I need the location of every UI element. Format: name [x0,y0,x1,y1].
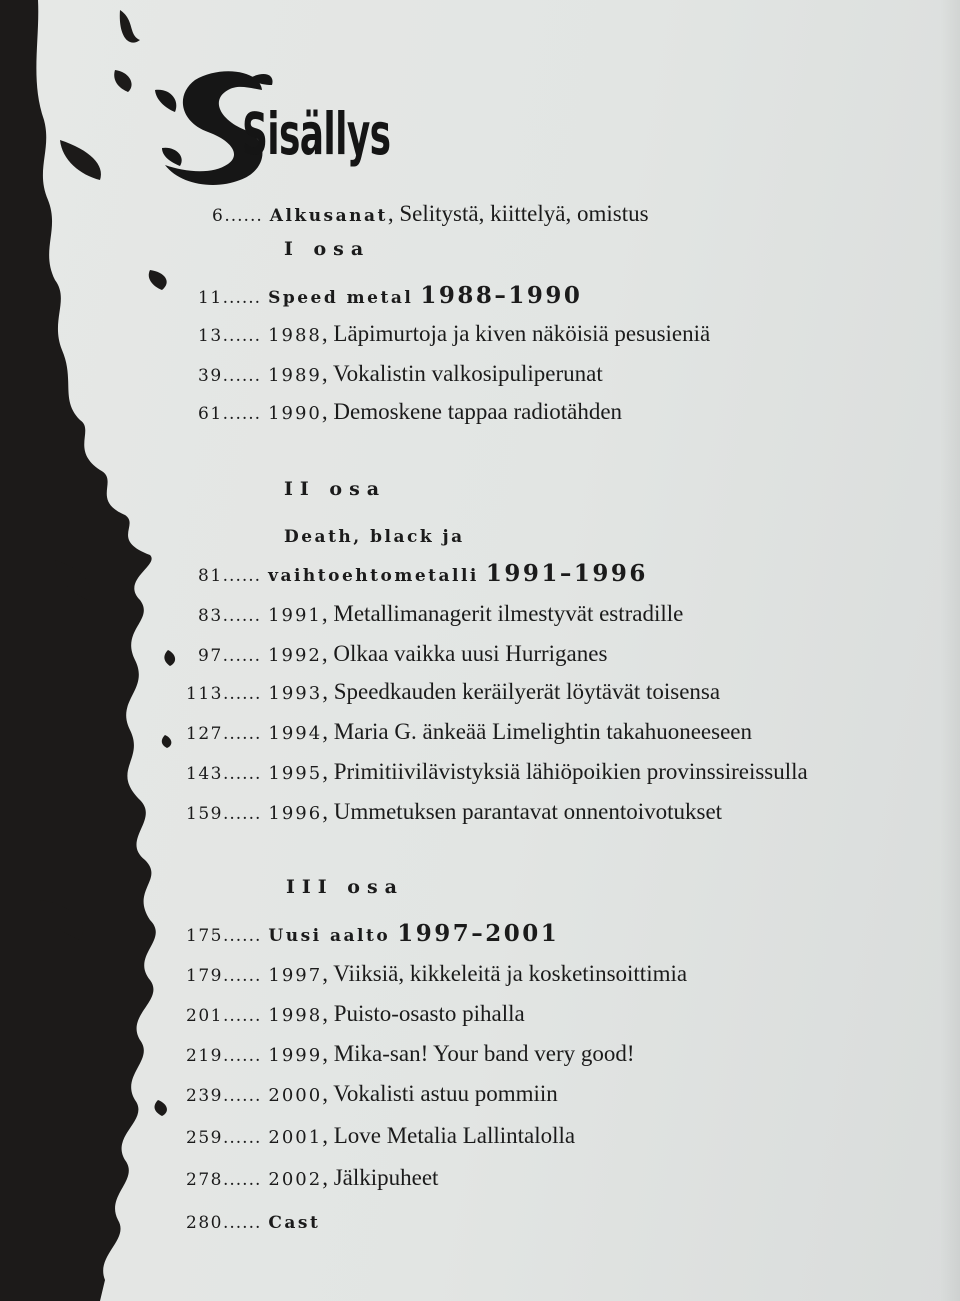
dot-leader: ...... [222,404,262,424]
toc-title: Sisällys [242,100,391,168]
toc-entry [186,1164,438,1194]
entry-title: , Selitystä, kiittelyä, omistus [387,201,649,226]
dot-leader: ...... [222,1086,262,1106]
page-number: 278 [186,1170,223,1190]
dot-leader: ...... [222,804,262,824]
toc-entry [186,1122,575,1152]
dot-leader: ...... [222,724,262,744]
entry-label: Alkusanat [269,206,388,226]
dot-leader: ...... [222,1046,262,1066]
toc-entry [186,960,687,990]
dot-leader: ...... [222,366,262,386]
section-label: Death, black ja [284,527,465,547]
page-number: 175 [186,926,223,946]
page-number: 6 [212,206,225,226]
entry-year: 2001 [268,1127,323,1148]
entry-title: , Viiksiä, kikkeleitä ja kosketinsoittimia [322,961,688,986]
toc-entry [186,1080,558,1110]
dot-leader: ...... [222,926,262,946]
dot-leader: ...... [222,684,262,704]
toc-entry [186,678,720,708]
entry-title: , Demoskene tappaa radiotähden [321,399,623,424]
entry-title: , Jälkipuheet [322,1165,439,1190]
entry-title: , Vokalistin valkosipuliperunat [321,361,603,386]
entry-year: 1993 [268,683,323,704]
entry-year: 2000 [268,1085,323,1106]
entry-title: , Olkaa vaikka uusi Hurriganes [321,641,608,666]
page-number: 83 [198,606,223,626]
entry-year: 2002 [268,1169,323,1190]
entry-year: 1992 [268,645,322,666]
toc-entry [186,1040,635,1070]
entry-title: , Speedkauden keräilyerät löytävät toisensa [322,679,721,704]
page-number: 259 [186,1128,223,1148]
dot-leader: ...... [222,764,262,784]
dot-leader: ...... [222,288,262,308]
page-number: 179 [186,966,223,986]
entry-title: , Metallimanagerit ilmestyvät estradille [321,601,684,626]
toc-entry-intro [212,200,649,230]
entry-title: , Primitiivilävistyksiä lähiöpoikien provinssireissulla [322,759,808,784]
page-number: 201 [186,1006,223,1026]
section-years: 1997–2001 [397,920,560,947]
page-number: 13 [198,326,223,346]
entry-year: 1996 [268,803,323,824]
dot-leader: ...... [222,606,262,626]
dot-leader: ...... [222,1006,262,1026]
toc-entry [198,398,622,428]
page-number: 159 [186,804,223,824]
entry-year: 1988 [268,325,322,346]
page-edge-shadow [940,0,960,1301]
entry-year: 1989 [268,365,322,386]
section-label: Speed metal [268,288,414,308]
entry-title: , Mika-san! Your band very good! [322,1041,635,1066]
toc-section [186,920,559,950]
entry-title: , Ummetuksen parantavat onnentoivotukset [322,799,723,824]
dot-leader: ...... [222,1213,262,1233]
page-number: 61 [198,404,223,424]
toc-entry [198,360,603,390]
page-number: 239 [186,1086,223,1106]
dot-leader: ...... [222,646,262,666]
entry-title: , Läpimurtoja ja kiven näköisiä pesusieniä [321,321,711,346]
dot-leader: ...... [222,966,262,986]
section-label: Uusi aalto [268,926,391,946]
page-number: 143 [186,764,223,784]
dot-leader: ...... [222,566,262,586]
page-number: 219 [186,1046,223,1066]
page-number: 127 [186,724,223,744]
part-heading-1: I osa [284,238,371,260]
page-number: 280 [186,1213,223,1233]
toc-entry [198,320,710,350]
entry-year: 1998 [268,1005,323,1026]
toc-section [198,560,648,590]
toc-entry [186,1000,525,1030]
dot-leader: ...... [222,1170,262,1190]
page-number: 39 [198,366,223,386]
entry-year: 1994 [268,723,323,744]
section-years: 1988–1990 [420,282,583,309]
entry-year: 1990 [268,403,322,424]
entry-year: 1999 [268,1045,323,1066]
dot-leader: ...... [224,206,263,226]
entry-title: , Vokalisti astuu pommiin [322,1081,558,1106]
page-number: 97 [198,646,223,666]
page-number: 81 [198,566,223,586]
entry-title: , Love Metalia Lallintalolla [322,1123,576,1148]
section-label: vaihtoehtometalli [268,566,479,586]
entry-year: 1995 [268,763,323,784]
entry-title: , Puisto-osasto pihalla [322,1001,525,1026]
toc-entry [198,600,683,630]
toc-entry-cast [186,1208,320,1237]
section-years: 1991–1996 [485,560,648,587]
entry-title: , Maria G. änkeää Limelightin takahuoneeseen [322,719,753,744]
entry-label: Cast [268,1213,321,1233]
toc-section-pre [284,522,465,551]
dot-leader: ...... [222,1128,262,1148]
entry-year: 1997 [268,965,323,986]
toc-section [198,282,582,312]
entry-year: 1991 [268,605,322,626]
part-heading-3: III osa [286,876,404,898]
dot-leader: ...... [222,326,262,346]
page-number: 113 [186,684,223,704]
toc-entry [186,758,808,788]
toc-entry [186,798,722,828]
toc-entry [198,640,607,670]
part-heading-2: II osa [284,478,387,500]
page-number: 11 [198,288,223,308]
toc-entry [186,718,752,748]
